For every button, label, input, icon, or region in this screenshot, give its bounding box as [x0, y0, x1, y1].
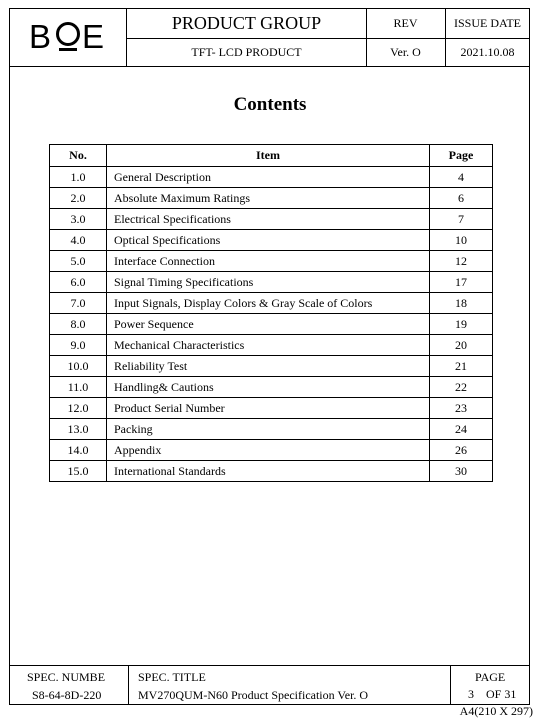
rev-value: Ver. O — [390, 44, 421, 59]
row-number: 14.0 — [50, 440, 107, 461]
row-number: 4.0 — [50, 230, 107, 251]
row-number: 9.0 — [50, 335, 107, 356]
table-row — [50, 167, 493, 188]
document-footer — [9, 665, 530, 705]
row-number: 7.0 — [50, 293, 107, 314]
table-row — [50, 398, 493, 419]
row-item: Interface Connection — [107, 251, 430, 272]
row-number: 12.0 — [50, 398, 107, 419]
row-item: Packing — [107, 419, 430, 440]
logo-o-glyph — [56, 22, 80, 46]
row-number: 5.0 — [50, 251, 107, 272]
row-page: 12 — [430, 251, 493, 272]
issue-date-value: 2021.10.08 — [460, 44, 515, 59]
table-row — [50, 377, 493, 398]
paper-size-note: A4(210 X 297) — [459, 704, 533, 718]
column-header-no: No. — [50, 145, 107, 167]
table-row — [50, 335, 493, 356]
divider — [450, 666, 451, 705]
spec-number-value: S8-64-8D-220 — [32, 688, 102, 702]
page-total: OF 31 — [486, 687, 517, 701]
table-row — [50, 293, 493, 314]
row-number: 8.0 — [50, 314, 107, 335]
spec-title-value: MV270QUM-N60 Product Specification Ver. O — [138, 688, 369, 702]
document-header — [9, 8, 530, 67]
row-page: 10 — [430, 230, 493, 251]
issue-date-label: ISSUE DATE — [453, 15, 521, 30]
row-number: 10.0 — [50, 356, 107, 377]
row-page: 24 — [430, 419, 493, 440]
row-number: 1.0 — [50, 167, 107, 188]
logo-wordmark: B E — [28, 18, 108, 55]
table-row — [50, 230, 493, 251]
table-row — [50, 209, 493, 230]
divider — [128, 666, 129, 705]
table-row — [50, 356, 493, 377]
product-subtitle: TFT- LCD PRODUCT — [191, 44, 302, 59]
row-item: Input Signals, Display Colors & Gray Scale of Colors — [107, 293, 430, 314]
row-number: 11.0 — [50, 377, 107, 398]
row-item: International Standards — [107, 461, 430, 482]
row-item: Mechanical Characteristics — [107, 335, 430, 356]
row-page: 20 — [430, 335, 493, 356]
contents-title: Contents — [233, 94, 307, 115]
row-page: 7 — [430, 209, 493, 230]
column-header-item: Item — [107, 145, 430, 167]
row-item: Electrical Specifications — [107, 209, 430, 230]
row-item: Product Serial Number — [107, 398, 430, 419]
contents-table — [49, 144, 493, 482]
row-page: 4 — [430, 167, 493, 188]
row-number: 6.0 — [50, 272, 107, 293]
row-page: 23 — [430, 398, 493, 419]
row-item: Power Sequence — [107, 314, 430, 335]
row-number: 15.0 — [50, 461, 107, 482]
table-row — [50, 188, 493, 209]
spec-number-label: SPEC. NUMBE — [27, 670, 106, 684]
row-number: 2.0 — [50, 188, 107, 209]
row-page: 30 — [430, 461, 493, 482]
column-header-page: Page — [430, 145, 493, 167]
page-current: 3 — [468, 687, 474, 701]
row-number: 13.0 — [50, 419, 107, 440]
row-item: Handling& Cautions — [107, 377, 430, 398]
row-item: Optical Specifications — [107, 230, 430, 251]
row-page: 19 — [430, 314, 493, 335]
rev-label: REV — [393, 15, 418, 30]
row-item: Reliability Test — [107, 356, 430, 377]
spec-title-label: SPEC. TITLE — [138, 670, 206, 684]
row-item: General Description — [107, 167, 430, 188]
table-row — [50, 314, 493, 335]
table-row — [50, 461, 493, 482]
table-row — [50, 272, 493, 293]
boe-logo — [9, 8, 127, 66]
row-item: Signal Timing Specifications — [107, 272, 430, 293]
table-header-row — [50, 145, 493, 167]
row-number: 3.0 — [50, 209, 107, 230]
row-page: 18 — [430, 293, 493, 314]
table-row — [50, 251, 493, 272]
row-page: 26 — [430, 440, 493, 461]
row-item: Appendix — [107, 440, 430, 461]
row-page: 22 — [430, 377, 493, 398]
row-page: 17 — [430, 272, 493, 293]
product-group-title: PRODUCT GROUP — [171, 12, 322, 33]
row-item: Absolute Maximum Ratings — [107, 188, 430, 209]
table-row — [50, 440, 493, 461]
table-row — [50, 419, 493, 440]
row-page: 21 — [430, 356, 493, 377]
page-label: PAGE — [475, 670, 506, 684]
row-page: 6 — [430, 188, 493, 209]
